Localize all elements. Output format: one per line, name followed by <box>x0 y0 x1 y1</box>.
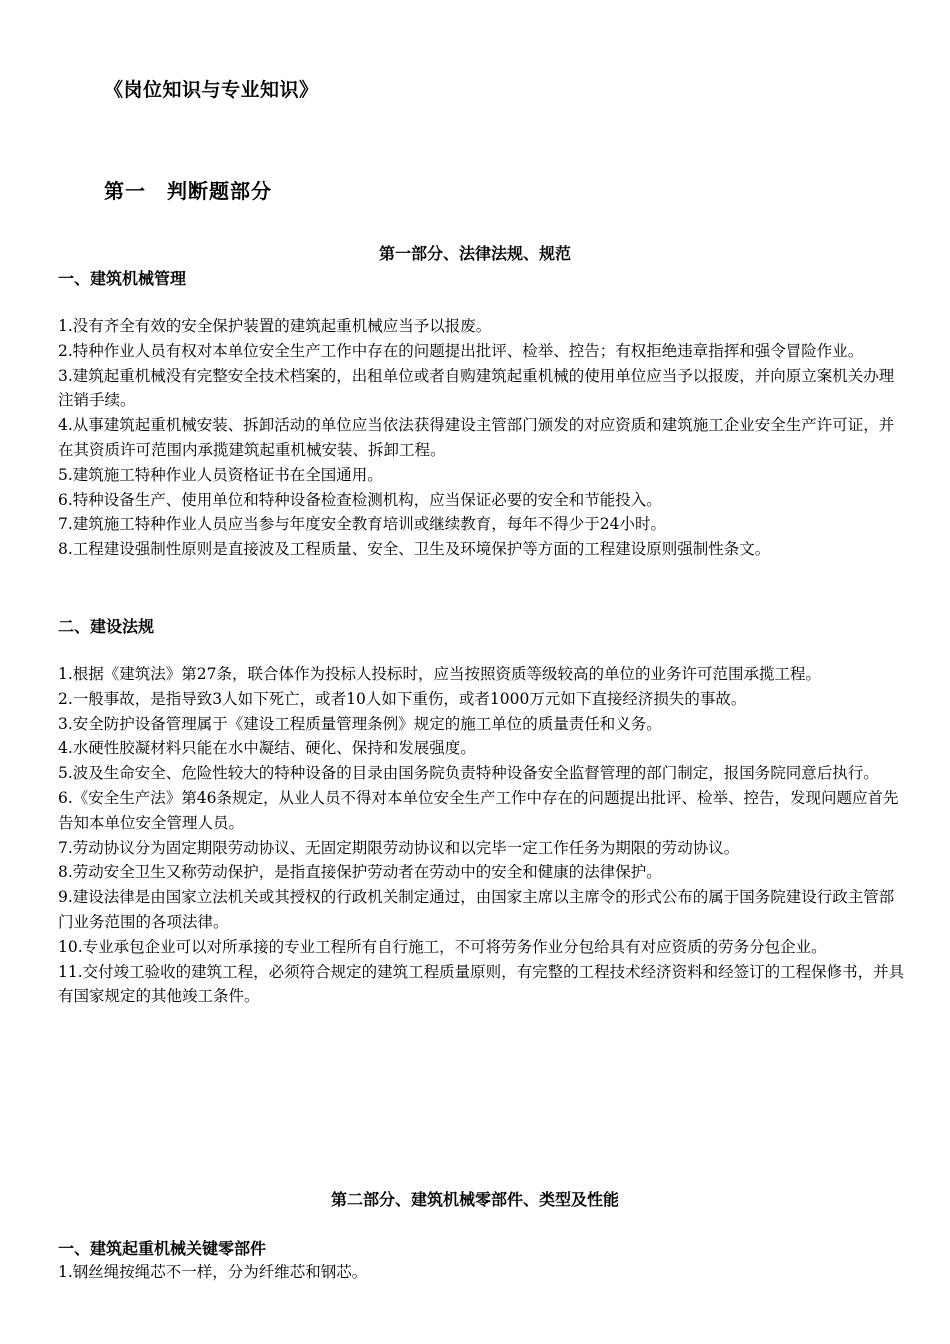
list-item: 6.《安全生产法》第46条规定，从业人员不得对本单位安全生产工作中存在的问题提出批评、检举、控告，发现问题应首先告知本单位安全管理人员。 <box>58 788 899 832</box>
list-item: 4.水硬性胶凝材料只能在水中凝结、硬化、保持和发展强度。 <box>58 739 476 758</box>
list-item: 8.工程建设强制性原则是直接波及工程质量、安全、卫生及环境保护等方面的工程建设原则强制性条文。 <box>58 540 771 559</box>
document-title: 《岗位知识与专业知识》 <box>104 79 319 101</box>
list-item: 2.特种作业人员有权对本单位安全生产工作中存在的问题提出批评、检举、控告；有权拒绝违章指挥和强令冒险作业。 <box>58 341 864 360</box>
section-1-sub-1-items <box>58 314 908 562</box>
list-item: 4.从事建筑起重机械安装、拆卸活动的单位应当依法获得建设主管部门颁发的对应资质和建筑施工企业安全生产许可证，并在其资质许可范围内承揽建筑起重机械安装、拆卸工程。 <box>58 416 895 459</box>
list-item: 9.建设法律是由国家立法机关或其授权的行政机关制定通过，由国家主席以主席令的形式公布的属于国务院建设行政主管部门业务范围的各项法律。 <box>58 888 895 931</box>
list-item: 10.专业承包企业可以对所承接的专业工程所有自行施工，不可将劳务作业分包给具有对应资质的劳务分包企业。 <box>58 937 827 956</box>
list-item: 2.一般事故，是指导致3人如下死亡，或者10人如下重伤，或者1000万元如下直接经济损失的事故。 <box>58 689 747 708</box>
section-1-sub-1-heading: 一、建筑机械管理 <box>58 269 187 288</box>
list-item: 6.特种设备生产、使用单位和特种设备检查检测机构，应当保证必要的安全和节能投入。 <box>58 490 662 509</box>
list-item: 3.安全防护设备管理属于《建设工程质量管理条例》规定的施工单位的质量责任和义务。 <box>58 714 662 733</box>
section-2-sub-1-heading: 一、建筑起重机械关键零部件 <box>58 1239 267 1258</box>
list-item: 1.钢丝绳按绳芯不一样，分为纤维芯和钢芯。 <box>58 1263 368 1281</box>
section-2-sub-1-items <box>58 1260 908 1285</box>
section-1-sub-2-heading: 二、建设法规 <box>58 617 155 636</box>
list-item: 3.建筑起重机械没有完整安全技术档案的，出租单位或者自购建筑起重机械的使用单位应当予以报废，并向原立案机关办理注销手续。 <box>58 366 895 410</box>
list-item: 11.交付竣工验收的建筑工程，必须符合规定的建筑工程质量原则，有完整的工程技术经济资料和经签订的工程保修书，并具有国家规定的其他竣工条件。 <box>58 962 905 1006</box>
list-item: 7.劳动协议分为固定期限劳动协议、无固定期限劳动协议和以完毕一定工作任务为期限的劳动协议。 <box>58 838 740 857</box>
list-item: 7.建筑施工特种作业人员应当参与年度安全教育培训或继续教育，每年不得少于24小时。 <box>58 515 667 534</box>
list-item: 5.波及生命安全、危险性较大的特种设备的目录由国务院负责特种设备安全监督管理的部门制定，报国务院同意后执行。 <box>58 764 879 783</box>
part-heading: 第一 判断题部分 <box>104 179 272 203</box>
list-item: 5.建筑施工特种作业人员资格证书在全国通用。 <box>58 465 383 484</box>
section-1-title: 第一部分、法律法规、规范 <box>378 244 571 263</box>
list-item: 8.劳动安全卫生又称劳动保护，是指直接保护劳动者在劳动中的安全和健康的法律保护。 <box>58 863 662 882</box>
list-item: 1.没有齐全有效的安全保护装置的建筑起重机械应当予以报废。 <box>58 317 492 335</box>
list-item: 1.根据《建筑法》第27条，联合体作为投标人投标时，应当按照资质等级较高的单位的业务许可范围承揽工程。 <box>58 665 822 683</box>
section-2-title: 第二部分、建筑机械零部件、类型及性能 <box>330 1190 619 1209</box>
section-1-sub-2-items <box>58 662 908 1009</box>
